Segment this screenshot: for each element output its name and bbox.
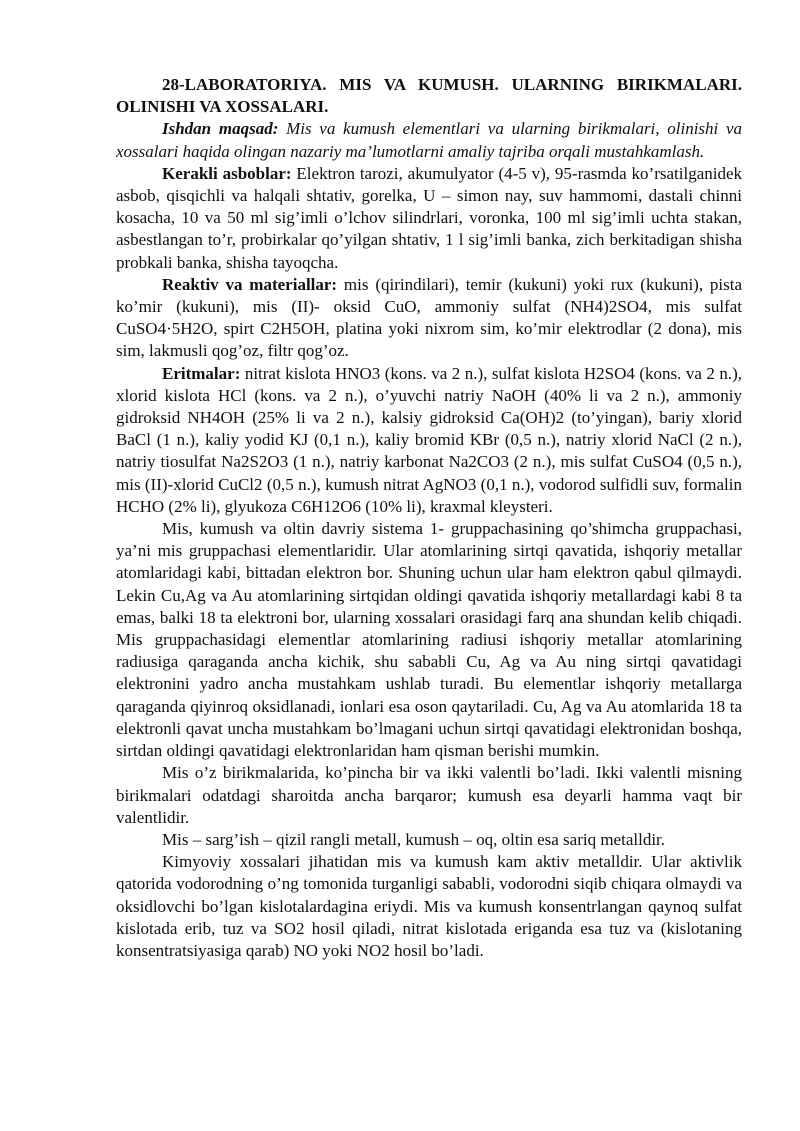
solutions-label: Eritmalar: bbox=[162, 363, 241, 383]
body-paragraph-2: Mis o’z birikmalarida, ko’pincha bir va ikki valentli bo’ladi. Ikki valentli misning birikmalari odatdagi sharoitda ancha barqaror; kumush esa deyarli hamma vaqt bir valentlidir. bbox=[116, 763, 742, 827]
body-paragraph-3: Mis – sarg’ish – qizil rangli metall, kumush – oq, oltin esa sariq metalldir. bbox=[162, 829, 666, 849]
equipment-text: Elektron tarozi, akumulyator (4-5 v), 95-rasmda ko’rsatilganidek asbob, qisqichli va halqali shtativ, gorelka, U – simon nay, suv hammomi, dastali chinni kosacha, 10 va 50 ml sig’imli o’lchov silindrlari, voronka, 100 ml sig’imli uchta stakan, asbestlangan to’r, probirkalar qo’yilgan shtativ, 1 l sig’imli banka, zich berkitadigan shisha probkali banka, shisha tayoqcha. bbox=[116, 163, 743, 272]
reagents-label: Reaktiv va materiallar: bbox=[162, 274, 338, 294]
body-paragraph-4: Kimyoviy xossalari jihatidan mis va kumush kam aktiv metalldir. Ular aktivlik qatorida vodorodning o’ng tomonida turganligi sababli, vodorodni siqib chiqara olmaydi va oksidlovchi bo’lgan kislotalardagina eriydi. Mis va kumush konsentrlangan qaynoq sulfat kislotada erib, tuz va SO2 hosil qiladi, nitrat kislotada eriganda esa tuz va (kislotaning konsentratsiyasiga qarab) NO yoki NO2 hosil bo’ladi. bbox=[116, 852, 742, 960]
equipment-paragraph bbox=[116, 163, 742, 274]
body-paragraph-1: Mis, kumush va oltin davriy sistema 1- gruppachasining qo’shimcha gruppachasi, ya’ni mis gruppachasi elementlaridir. Ular atomlarining sirtqi qavatida, ishqoriy metallar atomlaridagi kabi, bittadan elektron bor. Shuning uchun ular ham elektron qabul qilmaydi. Lekin Cu,Ag va Au atomlarining sirtqidan oldingi qavatida ishqoriy metallardagi kabi 8 ta emas, balki 18 ta elektroni bor, ularning xossalari orasidagi farq ana shundan kelib chiqadi. Mis gruppachasidagi elementlar atomlarining radiusi ishqoriy metallar atomlarining radiusiga qaraganda ancha kichik, shu sababli Cu, Ag va Au ning sirtqi qavatidagi elektronini yadro ancha mustahkam ushlab turadi. Bu elementlar ishqoriy metallarga qaraganda qiyinroq oksidlanadi, ionlari esa oson qaytariladi. Cu, Ag va Au atomlarida 18 ta elektronli qavat uncha mustahkam bo’lmagani uchun sirtqi qavatidagi elektronidan boshqa, sirtdan oldingi qavatidagi elektronlaridan ham qisman berishi mumkin. bbox=[116, 519, 742, 761]
reagents-paragraph bbox=[116, 274, 742, 363]
document-page bbox=[116, 74, 742, 962]
goal-text: Mis va kumush elementlari va ularning birikmalari, olinishi va xossalari haqida olingan nazariy ma’lumotlarni amaliy tajriba orqali mustahkamlash. bbox=[116, 119, 743, 161]
goal-paragraph bbox=[116, 118, 742, 162]
goal-label: Ishdan maqsad: bbox=[162, 119, 279, 139]
equipment-label: Kerakli asboblar: bbox=[162, 163, 292, 183]
solutions-text: nitrat kislota HNO3 (kons. va 2 n.), sulfat kislota H2SO4 (kons. va 2 n.), xlorid kislota HCl (kons. va 2 n.), o’yuvchi natriy NaOH (40% li va 2 n.), ammoniy gidroksid NH4OH (25% li va 2 n.), kalsiy gidroksid Ca(OH)2 (to’yingan), bariy xlorid BaCl (1 n.), kaliy yodid KJ (0,1 n.), kaliy bromid KBr (0,5 n.), natriy xlorid NaCl (2 n.), natriy tiosulfat Na2S2O3 (1 n.), natriy karbonat Na2CO3 (2 n.), mis sulfat CuSO4 (0,5 n.), mis (II)-xlorid CuCl2 (0,5 n.), kumush nitrat AgNO3 (0,1 n.), vodorod sulfidli suv, formalin HCHO (2% li), glyukoza C6H12O6 (10% li), kraxmal kleysteri. bbox=[116, 363, 742, 516]
lab-title: 28-LABORATORIYA. MIS VA KUMUSH. ULARNING BIRIKMALARI. OLINISHI VA XOSSALARI. bbox=[116, 75, 742, 117]
solutions-paragraph bbox=[116, 363, 742, 518]
reagents-text: mis (qirindilari), temir (kukuni) yoki rux (kukuni), pista ko’mir (kukuni), mis (II)- oksid CuO, ammoniy sulfat (NH4)2SO4, mis sulfat CuSO4·5H2O, spirt C2H5OH, platina yoki nixrom sim, ko’mir elektrodlar (2 dona), mis sim, lakmusli qog’oz, filtr qog’oz. bbox=[116, 274, 743, 361]
